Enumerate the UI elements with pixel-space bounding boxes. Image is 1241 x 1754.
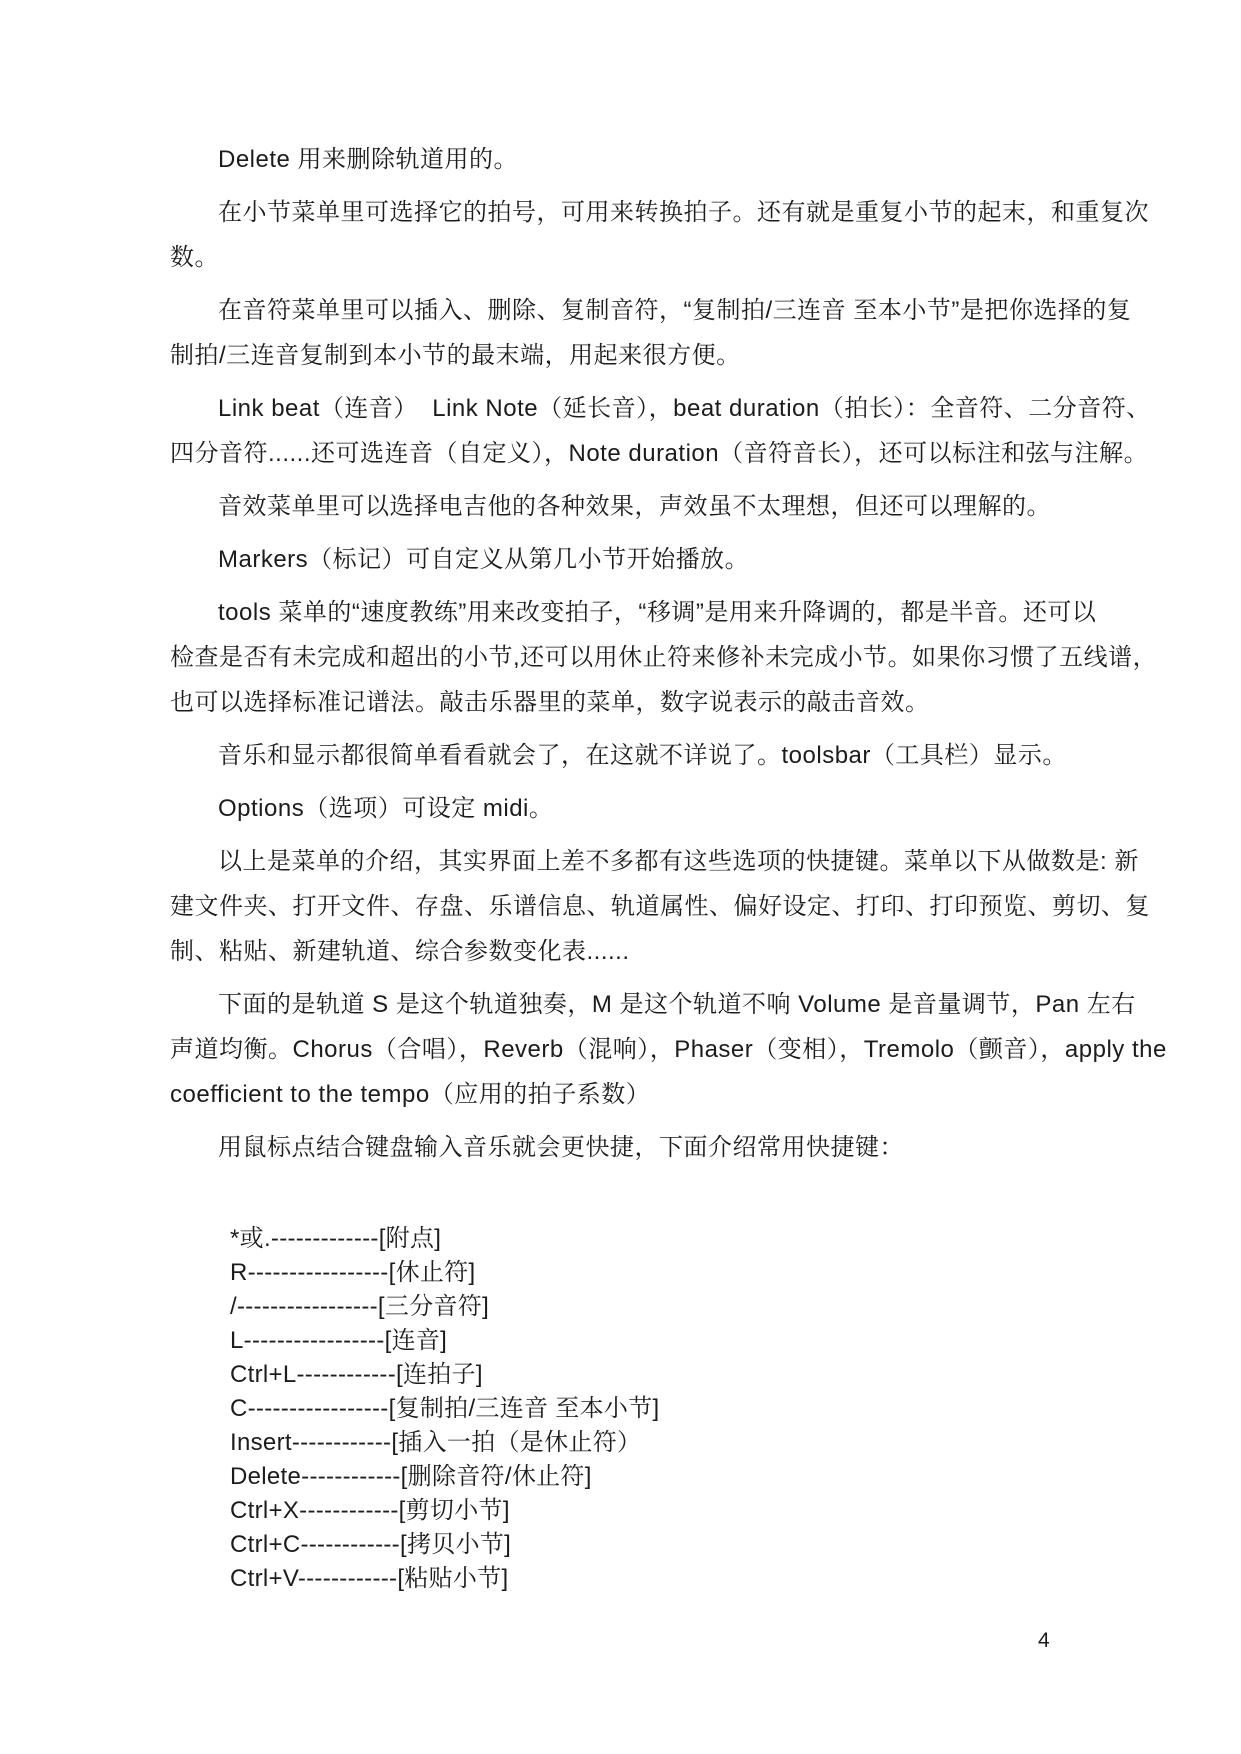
text-line: tools 菜单的“速度教练”用来改变拍子，“移调”是用来升降调的，都是半音。还可以	[218, 599, 1097, 626]
shortcut-line: L-----------------[连音]	[230, 1327, 448, 1354]
text-line: 以上是菜单的介绍，其实界面上差不多都有这些选项的快捷键。菜单以下从做数是: 新	[218, 848, 1139, 875]
document-body	[170, 137, 1167, 1170]
paragraph	[170, 590, 1158, 725]
text-line: 建文件夹、打开文件、存盘、乐谱信息、轨道属性、偏好设定、打印、打印预览、剪切、复	[170, 893, 1150, 920]
paragraph	[170, 1125, 1075, 1170]
paragraph	[170, 484, 1075, 529]
text-line: 音效菜单里可以选择电吉他的各种效果，声效虽不太理想，但还可以理解的。	[218, 493, 1051, 520]
text-line: 检查是否有未完成和超出的小节,还可以用休止符来修补未完成小节。如果你习惯了五线谱，	[170, 644, 1158, 671]
shortcut-line: Ctrl+V------------[粘贴小节]	[230, 1565, 509, 1592]
text-line: Markers（标记）可自定义从第几小节开始播放。	[218, 546, 750, 573]
paragraph	[170, 137, 1075, 182]
shortcut-line: *或.-------------[附点]	[230, 1225, 442, 1252]
paragraph	[170, 190, 1149, 280]
shortcut-line: C-----------------[复制拍/三连音 至本小节]	[230, 1395, 660, 1422]
shortcut-line: Ctrl+C------------[拷贝小节]	[230, 1531, 512, 1558]
paragraph	[170, 733, 1075, 778]
shortcut-line: Ctrl+L------------[连拍子]	[230, 1361, 483, 1388]
text-line: 四分音符......还可选连音（自定义），Note duration（音符音长），还可以标注和弦与注解。	[170, 440, 1149, 467]
text-line: 用鼠标点结合键盘输入音乐就会更快捷，下面介绍常用快捷键：	[218, 1134, 904, 1161]
text-line: Link beat（连音） Link Note（延长音），beat duration（拍长）：全音符、二分音符、	[218, 395, 1151, 422]
shortcut-line: Insert------------[插入一拍（是休止符）	[230, 1429, 642, 1456]
paragraph	[170, 839, 1150, 974]
text-line: 制、粘贴、新建轨道、综合参数变化表......	[170, 938, 630, 965]
shortcut-line: /-----------------[三分音符]	[230, 1293, 490, 1320]
paragraph	[170, 982, 1167, 1117]
text-line: 也可以选择标准记谱法。敲击乐器里的菜单，数字说表示的敲击音效。	[170, 689, 930, 716]
shortcut-line: Delete------------[删除音符/休止符]	[230, 1463, 592, 1490]
paragraph	[170, 537, 1075, 582]
paragraph	[170, 786, 1075, 831]
shortcut-list	[230, 1222, 659, 1596]
paragraph	[170, 288, 1132, 378]
text-line: 在小节菜单里可选择它的拍号，可用来转换拍子。还有就是重复小节的起末，和重复次	[218, 199, 1149, 226]
text-line: coefficient to the tempo（应用的拍子系数）	[170, 1081, 651, 1108]
text-line: 声道均衡。Chorus（合唱），Reverb（混响），Phaser（变相），Tremolo（颤音），apply the	[170, 1036, 1167, 1063]
text-line: 数。	[170, 244, 219, 271]
text-line: 音乐和显示都很简单看看就会了，在这就不详说了。toolsbar（工具栏）显示。	[218, 742, 1067, 769]
paragraph	[170, 386, 1151, 476]
text-line: Delete 用来删除轨道用的。	[218, 146, 519, 173]
shortcut-line: R-----------------[休止符]	[230, 1259, 476, 1286]
text-line: 下面的是轨道 S 是这个轨道独奏，M 是这个轨道不响 Volume 是音量调节，Pan 左右	[218, 991, 1136, 1018]
text-line: Options（选项）可设定 midi。	[218, 795, 554, 822]
text-line: 制拍/三连音复制到本小节的最末端，用起来很方便。	[170, 342, 741, 369]
page-number: 4	[1038, 1629, 1050, 1652]
text-line: 在音符菜单里可以插入、删除、复制音符，“复制拍/三连音 至本小节”是把你选择的复	[218, 297, 1132, 324]
shortcut-line: Ctrl+X------------[剪切小节]	[230, 1497, 510, 1524]
